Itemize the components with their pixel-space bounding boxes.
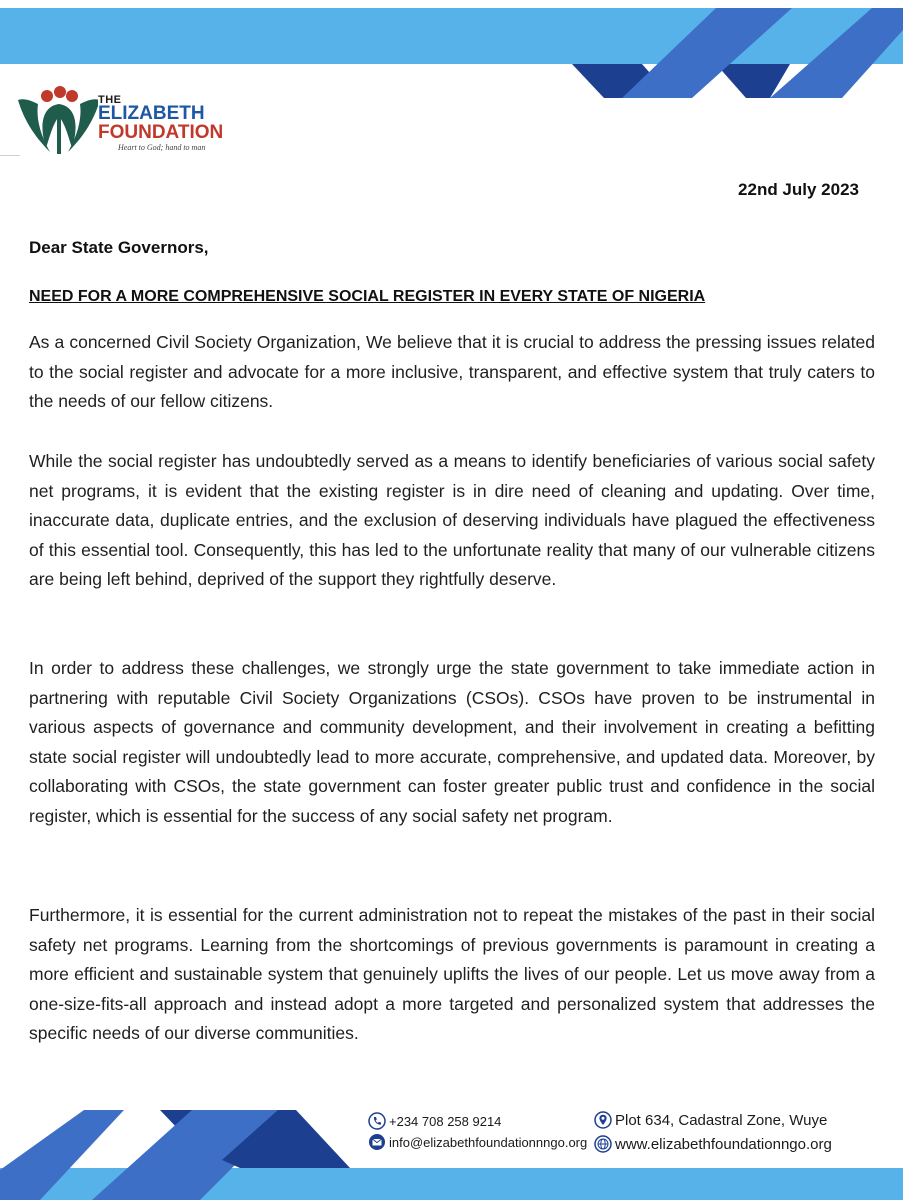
paragraph-1: As a concerned Civil Society Organization, We believe that it is crucial to address the pressing issues related to the social register and advocate for a more inclusive, transparent, and effective system that truly caters to the needs of our fellow citizens. bbox=[29, 332, 875, 412]
divider bbox=[0, 155, 20, 156]
email-address: info@elizabethfoundationnngo.org bbox=[389, 1134, 588, 1150]
salutation: Dear State Governors, bbox=[29, 238, 209, 257]
website-url: www.elizabethfoundationngo.org bbox=[615, 1135, 832, 1153]
paragraph-3: In order to address these challenges, we strongly urge the state government to take immediate action in partnering with reputable Civil Society Organizations (CSOs). CSOs have proven to be instrumental in various aspects of governance and community development, and their involvement in creating a befitting state social register will undoubtedly lead to more accurate, comprehensive, and updated data. Moreover, by collaborating with CSOs, the state government can foster greater public trust and confidence in the social register, which is essential for the success of any social safety net program. bbox=[29, 658, 875, 826]
footer-phone[interactable] bbox=[368, 1112, 501, 1130]
letter-date: 22nd July 2023 bbox=[738, 180, 859, 199]
letter-subject: NEED FOR A MORE COMPREHENSIVE SOCIAL REGISTER IN EVERY STATE OF NIGERIA bbox=[29, 288, 706, 305]
paragraph-2: While the social register has undoubtedly served as a means to identify beneficiaries of various social safety net programs, it is evident that the existing register is in dire need of cleaning and updating. Over time, inaccurate data, duplicate entries, and the exclusion of deserving individuals have plagued the effectiveness of this essential tool. Consequently, this has led to the unfortunate reality that many of our vulnerable citizens are being left behind, deprived of the support they rightfully deserve. bbox=[29, 451, 875, 590]
phone-number: +234 708 258 9214 bbox=[389, 1113, 502, 1129]
phone-icon bbox=[368, 1112, 386, 1130]
logo-the: THE bbox=[98, 94, 122, 106]
footer-address bbox=[594, 1111, 827, 1129]
globe-icon bbox=[594, 1135, 612, 1153]
tulip-emblem-icon bbox=[14, 86, 98, 158]
footer-email[interactable] bbox=[368, 1133, 587, 1151]
footer-website[interactable] bbox=[594, 1135, 832, 1153]
address-text: Plot 634, Cadastral Zone, Wuye bbox=[615, 1111, 828, 1129]
location-pin-icon bbox=[594, 1111, 612, 1129]
logo-tagline: Heart to God; hand to man bbox=[118, 143, 206, 152]
logo-name-elizabeth: ELIZABETH bbox=[98, 103, 205, 124]
email-icon bbox=[368, 1133, 386, 1151]
logo-name-foundation: FOUNDATION bbox=[98, 122, 224, 143]
foundation-logo bbox=[14, 86, 244, 158]
paragraph-4: Furthermore, it is essential for the current administration not to repeat the mistakes of the past in their social safety net programs. Learning from the shortcomings of previous governments is paramount in creating a more efficient and sustainable system that genuinely uplifts the lives of our people. Let us move away from a one-size-fits-all approach and instead adopt a more targeted and personalized system that addresses the specific needs of our diverse communities. bbox=[29, 905, 875, 1044]
